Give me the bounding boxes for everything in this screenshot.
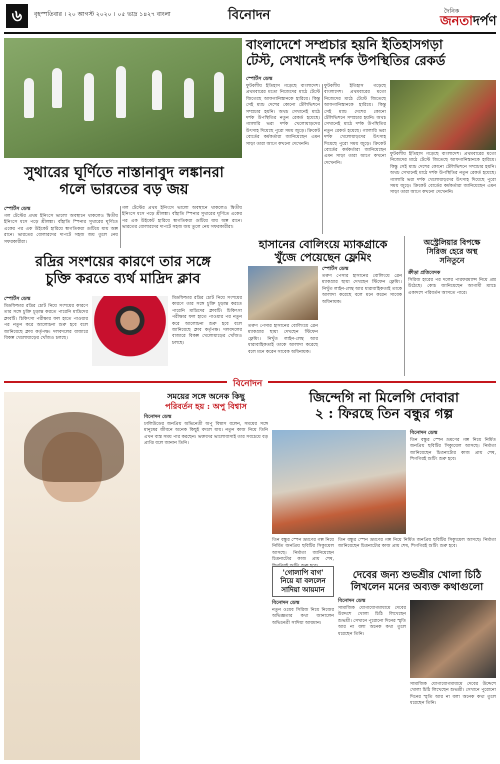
fleming-photo xyxy=(248,266,318,320)
story4-body-col1: তরুণ পেসার হাসানের বোলিংয়ে গ্লেন ম্যাকগ্রার ছায়া দেখছেন স্টিফেন ফ্লেমিং। নিখুঁত লাইন-লেন্থ আর ধারাবাহিকতাই তাকে আলাদা করেছে বলে মনে করেন সাবেক অধিনায়ক। xyxy=(322,274,402,305)
newspaper-logo xyxy=(440,12,496,33)
apu-biswas-photo xyxy=(4,392,140,760)
story4-body-col2: তরুণ পেসার হাসানের বোলিংয়ে গ্লেন ম্যাকগ্রার ছায়া দেখছেন স্টিফেন ফ্লেমিং। নিখুঁত লাইন-লেন্থ আর ধারাবাহিকতাই তাকে আলাদা করেছে বলে মনে করেন সাবেক অধিনায়ক। xyxy=(248,324,318,355)
story3-body-col1: মিডফিল্ডার রদ্রির চোট নিয়ে সংশয়ের কারণে তার সঙ্গে চুক্তি চূড়ান্ত করতে পারেনি মাদ্রিদের ক্লাবটি। চিকিৎসা পরীক্ষার ফল হাতে পাওয়ার পর নতুন করে আলোচনা শুরু হবে বলে জানিয়েছে ক্লাব কর্তৃপক্ষ। দলবদলের বাজারে বিকল্প খেলোয়াড়ের খোঁজও চলছে। xyxy=(4,304,88,342)
ent2-headline: জিন্দেগি না মিলেগি দোবারা ২ : ফিরছে তিন বন্ধুর গল্প xyxy=(309,390,459,423)
story1-credit: স্পোর্টস ডেস্ক xyxy=(246,76,273,82)
dev-subhashree-photo xyxy=(410,600,496,678)
logo-small-text: দৈনিক xyxy=(444,8,460,15)
story4-headline: হাসানের বোলিংয়ে ম্যাকগ্রাকে খুঁজে পেয়েছেন ফ্লেমিং xyxy=(258,238,388,265)
page-number: ৬ xyxy=(6,4,28,28)
story1-headline: বাংলাদেশে সম্প্রচার হয়নি ইতিহাসগড়া টেস্ট, সেখানেই দর্শক উপস্থিতির রেকর্ড xyxy=(246,38,446,69)
story1-body-col3: ফুটবলীয় ইতিহাস গড়েছে বাংলাদেশ। প্রথমবারের মতো নিজেদের মাঠে টেস্টে জিতেছে আফগানিস্তানকে হারিয়ে। কিন্তু সেই ম্যাচ দেশের কোনো টেলিভিশনে সম্প্রচার হয়নি। অথচ সেখানেই মাঠে দর্শক উপস্থিতির নতুন রেকর্ড হয়েছে। গ্যালারি ভরা দর্শক খেলোয়াড়দের উৎসাহ দিয়েছে পুরো সময় জুড়ে। ক্রিকেট বোর্ডের কর্মকর্তারা জানিয়েছেন এমন সাড়া তারা আগে কখনো দেখেননি। xyxy=(390,152,496,196)
ent1-headline: সময়ের সঙ্গে অনেক কিছু পরিবর্তন হয় : অপু বিশ্বাস xyxy=(165,391,247,411)
cricket-team-photo xyxy=(4,38,242,158)
story5-credit: ক্রীড়া প্রতিবেদক xyxy=(408,270,441,276)
ent4-headline: দেবের জন্য শুভশ্রীর খোলা চিঠি লিখলেন মনের অব্যক্ত কথাগুলো xyxy=(350,570,484,593)
story5-body: সিরিজ হারের পর দলের পারফরম্যান্স নিয়ে প্রশ্ন উঠেছে। কোচ জানিয়েছেন আগামী ম্যাচে একাদশে পরিবর্তন আসতে পারে। xyxy=(408,278,496,296)
movie-scene-photo xyxy=(272,430,406,534)
entertainment-section-band xyxy=(0,376,500,388)
logo-red-part: জনতা xyxy=(440,14,473,29)
ent4-credit: বিনোদন ডেস্ক xyxy=(338,598,366,604)
ent2-body-col3: তিন বন্ধুর স্পেন ভ্রমণের গল্প নিয়ে নির্মিত জনপ্রিয় ছবিটির সিক্যুয়েল আসছে। নির্মাতা জানিয়েছেন চিত্রনাট্যের কাজ প্রায় শেষ, শিগগিরই শুটিং শুরু হবে। xyxy=(338,538,496,550)
ent2-body-col1: তিন বন্ধুর স্পেন ভ্রমণের গল্প নিয়ে নির্মিত জনপ্রিয় ছবিটির সিক্যুয়েল আসছে। নির্মাতা জানিয়েছেন চিত্রনাট্যের কাজ প্রায় শেষ, শিগগিরই শুটিং শুরু হবে। xyxy=(410,438,496,463)
page-header xyxy=(0,0,500,34)
ent2-credit: বিনোদন ডেস্ক xyxy=(410,430,438,436)
ent3-credit: বিনোদন ডেস্ক xyxy=(272,600,300,606)
ent3-headline: 'গোলাপি বাগ' নিয়ে যা বললেন সাদিয়া আয়মান xyxy=(272,566,334,597)
story1-body-col2: ফুটবলীয় ইতিহাস গড়েছে বাংলাদেশ। প্রথমবারের মতো নিজেদের মাঠে টেস্টে জিতেছে আফগানিস্তানকে হারিয়ে। কিন্তু সেই ম্যাচ দেশের কোনো টেলিভিশনে সম্প্রচার হয়নি। অথচ সেখানেই মাঠে দর্শক উপস্থিতির নতুন রেকর্ড হয়েছে। গ্যালারি ভরা দর্শক খেলোয়াড়দের উৎসাহ দিয়েছে পুরো সময় জুড়ে। ক্রিকেট বোর্ডের কর্মকর্তারা জানিয়েছেন এমন সাড়া তারা আগে কখনো দেখেননি। xyxy=(324,84,386,166)
header-rule xyxy=(4,32,496,34)
story3-body-col2: মিডফিল্ডার রদ্রির চোট নিয়ে সংশয়ের কারণে তার সঙ্গে চুক্তি চূড়ান্ত করতে পারেনি মাদ্রিদের ক্লাবটি। চিকিৎসা পরীক্ষার ফল হাতে পাওয়ার পর নতুন করে আলোচনা শুরু হবে বলে জানিয়েছে ক্লাব কর্তৃপক্ষ। দলবদলের বাজারে বিকল্প খেলোয়াড়ের খোঁজও চলছে। xyxy=(172,296,242,346)
story3-credit: স্পোর্টস ডেস্ক xyxy=(4,296,31,302)
ent2-body-col2: তিন বন্ধুর স্পেন ভ্রমণের গল্প নিয়ে নির্মিত জনপ্রিয় ছবিটির সিক্যুয়েল আসছে। নির্মাতা জানিয়েছেন চিত্রনাট্যের কাজ প্রায় শেষ, শিগগিরই শুটিং শুরু হবে। xyxy=(272,538,334,569)
ent4-body-col2: সামাজিক যোগাযোগমাধ্যমে দেবের উদ্দেশে খোলা চিঠি লিখেছেন শুভশ্রী। সেখানে পুরোনো দিনের স্মৃতি আর না বলা অনেক কথা তুলে ধরেছেন তিনি। xyxy=(410,682,496,707)
ent3-body: নতুন ওয়েব সিরিজ নিয়ে নিজের অভিজ্ঞতার কথা জানালেন অভিনেত্রী সাদিয়া আয়মান। xyxy=(272,608,334,626)
story2-body-col1: গল টেস্টের প্রথম ইনিংসে ভালো অবস্থানে থাকলেও দ্বিতীয় ইনিংসে ধসে পড়ে শ্রীলঙ্কা। বাঁহাতি স্পিনার সুথারের ঘূর্ণিতে একের পর এক উইকেট হারিয়ে স্বাগতিকরা গুটিয়ে যায় অল্প রানে। ভারতের বোলারদের দাপটে সহজ জয় তুলে নেয় সফরকারীরা। xyxy=(4,214,118,245)
ent1-credit: বিনোদন ডেস্ক xyxy=(144,414,172,420)
story4-credit: স্পোর্টস ডেস্ক xyxy=(322,266,349,272)
section-title: বিনোদন xyxy=(228,8,271,23)
logo-dark-part: দর্পণ xyxy=(472,14,497,29)
ent4-body-col1: সামাজিক যোগাযোগমাধ্যমে দেবের উদ্দেশে খোলা চিঠি লিখেছেন শুভশ্রী। সেখানে পুরোনো দিনের স্মৃতি আর না বলা অনেক কথা তুলে ধরেছেন তিনি। xyxy=(338,606,406,637)
ent1-body: ঢালিউডের জনপ্রিয় অভিনেত্রী অপু বিশ্বাস বলেন, সময়ের সঙ্গে মানুষের জীবনে অনেক কিছুই বদলে যায়। নতুন কাজ নিয়ে তিনি এখন ব্যস্ত সময় পার করছেন। ভক্তদের ভালোবাসাই তার সবচেয়ে বড় প্রাপ্তি বলে জানান তিনি। xyxy=(144,422,268,447)
story2-body-col2: গল টেস্টের প্রথম ইনিংসে ভালো অবস্থানে থাকলেও দ্বিতীয় ইনিংসে ধসে পড়ে শ্রীলঙ্কা। বাঁহাতি স্পিনার সুথারের ঘূর্ণিতে একের পর এক উইকেট হারিয়ে স্বাগতিকরা গুটিয়ে যায় অল্প রানে। ভারতের বোলারদের দাপটে সহজ জয় তুলে নেয় সফরকারীরা। xyxy=(122,206,242,231)
story1-body-col1: ফুটবলীয় ইতিহাস গড়েছে বাংলাদেশ। প্রথমবারের মতো নিজেদের মাঠে টেস্টে জিতেছে আফগানিস্তানকে হারিয়ে। কিন্তু সেই ম্যাচ দেশের কোনো টেলিভিশনে সম্প্রচার হয়নি। অথচ সেখানেই মাঠে দর্শক উপস্থিতির নতুন রেকর্ড হয়েছে। গ্যালারি ভরা দর্শক খেলোয়াড়দের উৎসাহ দিয়েছে পুরো সময় জুড়ে। ক্রিকেট বোর্ডের কর্মকর্তারা জানিয়েছেন এমন সাড়া তারা আগে কখনো দেখেননি। xyxy=(246,84,320,147)
story3-headline: রদ্রির সংশয়ের কারণে তার সঙ্গে চুক্তি করতে ব্যর্থ মাদ্রিদ ক্লাব xyxy=(35,254,211,287)
fans-photo xyxy=(390,80,496,150)
story2-credit: স্পোর্টস ডেস্ক xyxy=(4,206,31,212)
rodri-photo xyxy=(92,296,168,366)
story2-headline: সুথারের ঘূর্ণিতে নাস্তানাবুদ লঙ্কানরা গলে ভারতের বড় জয় xyxy=(24,164,224,199)
story5-headline: অস্ট্রেলিয়ার বিপক্ষে সিরিজ হেরে অস্থ সনিতুনে xyxy=(423,238,481,265)
date-line: বৃহস্পতিবার । ২০ আগস্ট ২০২০ । ০৫ ভাদ্র ১৪২৭ বাংলা xyxy=(34,11,171,18)
entertainment-section-label: বিনোদন xyxy=(227,376,268,391)
